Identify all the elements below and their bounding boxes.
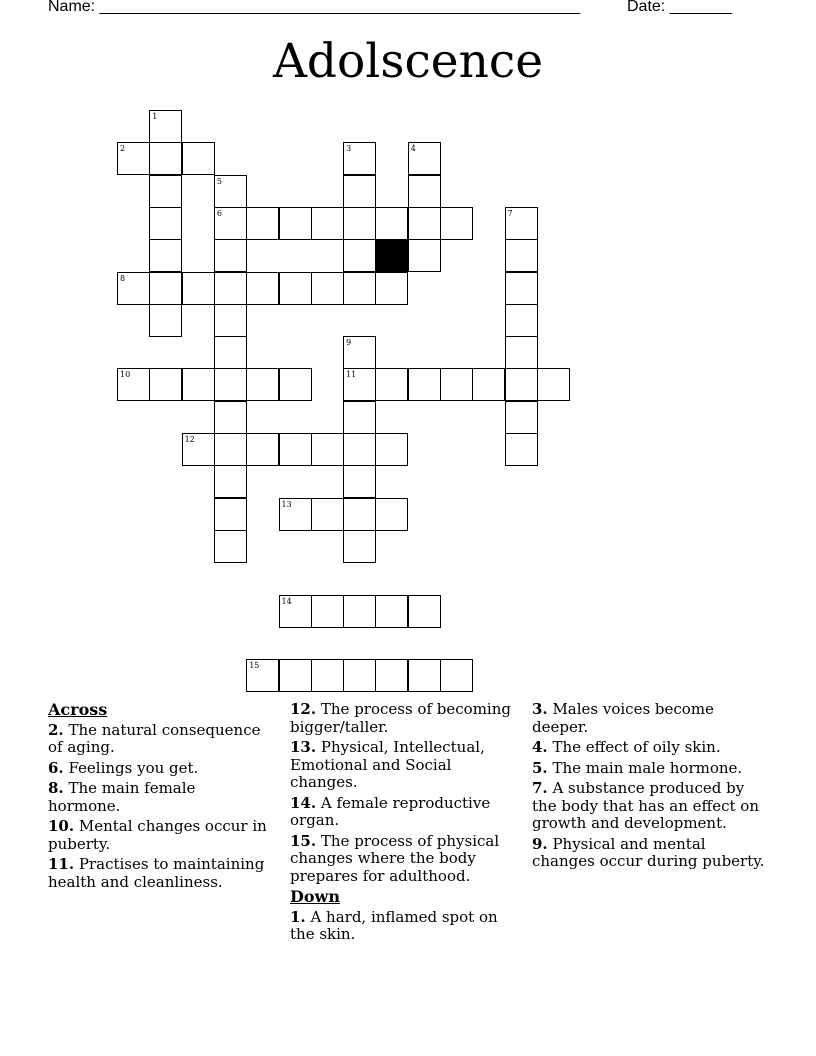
clue-item-text: A female reproductive organ.	[290, 793, 491, 829]
clue-item-number: 13.	[290, 738, 317, 756]
crossword-cell[interactable]	[279, 595, 312, 628]
crossword-cell[interactable]	[214, 498, 247, 531]
clue-number: 7	[507, 208, 513, 218]
crossword-cell[interactable]	[214, 272, 247, 305]
crossword-cell[interactable]	[472, 368, 505, 401]
crossword-block-cell	[375, 239, 408, 272]
clue-number: 12	[184, 435, 195, 444]
clue-number: 5	[216, 176, 222, 186]
crossword-cell[interactable]	[505, 239, 538, 272]
crossword-cell[interactable]	[343, 207, 376, 240]
clue-item-text: Males voices become deeper.	[532, 700, 714, 736]
date-field-label[interactable]: Date: _______	[627, 0, 732, 15]
crossword-cell[interactable]	[149, 207, 182, 240]
down-clue-list-continued	[532, 701, 772, 871]
crossword-cell[interactable]	[311, 498, 344, 531]
crossword-cell[interactable]	[214, 401, 247, 434]
crossword-cell[interactable]	[149, 175, 182, 208]
crossword-cell[interactable]	[311, 433, 344, 466]
clue-number: 6	[216, 208, 222, 218]
crossword-cell[interactable]	[375, 433, 408, 466]
clue-item	[48, 818, 268, 853]
clue-item-number: 10.	[48, 817, 75, 835]
clue-number: 1	[152, 112, 158, 121]
clue-item	[48, 760, 268, 778]
crossword-cell[interactable]	[182, 368, 215, 401]
crossword-cell[interactable]	[149, 304, 182, 337]
crossword-cell[interactable]	[279, 659, 312, 692]
clue-item	[290, 739, 515, 792]
clue-number: 8	[120, 273, 126, 283]
clue-item	[532, 760, 772, 778]
across-clue-list	[48, 722, 268, 892]
crossword-cell[interactable]	[149, 239, 182, 272]
crossword-cell[interactable]	[149, 110, 182, 143]
crossword-cell[interactable]	[440, 207, 473, 240]
clue-item-text: The process of becoming bigger/taller.	[290, 700, 511, 736]
clue-item-text: The main male hormone.	[547, 758, 743, 777]
clue-item-text: Practises to maintaining health and cleanliness.	[48, 855, 265, 891]
crossword-cell[interactable]	[375, 207, 408, 240]
crossword-cell[interactable]	[149, 368, 182, 401]
crossword-cell[interactable]	[279, 433, 312, 466]
clues-column-2	[290, 701, 515, 947]
crossword-cell[interactable]	[408, 207, 441, 240]
crossword-cell[interactable]	[149, 142, 182, 175]
crossword-cell[interactable]	[182, 433, 215, 466]
clue-item-number: 1.	[290, 907, 306, 926]
crossword-cell[interactable]	[149, 272, 182, 305]
crossword-cell[interactable]	[343, 368, 376, 401]
crossword-cell[interactable]	[343, 239, 376, 272]
clue-item-number: 3.	[532, 700, 548, 718]
crossword-cell[interactable]	[311, 595, 344, 628]
crossword-cell[interactable]	[505, 304, 538, 337]
crossword-cell[interactable]	[214, 368, 247, 401]
crossword-cell[interactable]	[182, 272, 215, 305]
crossword-cell[interactable]	[246, 207, 279, 240]
crossword-cell[interactable]	[343, 659, 376, 692]
crossword-cell[interactable]	[182, 142, 215, 175]
crossword-cell[interactable]	[343, 530, 376, 563]
clue-item-number: 9.	[532, 834, 548, 853]
clue-item-number: 4.	[532, 738, 548, 756]
clue-item-number: 15.	[290, 831, 317, 850]
crossword-cell[interactable]	[343, 336, 376, 369]
crossword-cell[interactable]	[505, 368, 538, 401]
crossword-cell[interactable]	[505, 207, 538, 240]
clue-item	[290, 909, 515, 944]
crossword-cell[interactable]	[246, 368, 279, 401]
crossword-cell[interactable]	[279, 272, 312, 305]
clue-number: 13	[281, 499, 292, 509]
clue-item-number: 2.	[48, 720, 64, 739]
crossword-cell[interactable]	[375, 368, 408, 401]
clue-item-text: Mental changes occur in puberty.	[48, 817, 267, 853]
clue-item-text: Feelings you get.	[63, 758, 199, 777]
clues-column-3	[532, 701, 772, 874]
clue-item-text: Physical, Intellectual, Emotional and Social changes.	[290, 738, 485, 791]
down-clue-list	[290, 909, 515, 944]
clue-number: 9	[346, 338, 352, 348]
clue-number: 3	[346, 144, 352, 154]
crossword-cell[interactable]	[311, 272, 344, 305]
crossword-cell[interactable]	[408, 368, 441, 401]
crossword-cell[interactable]	[505, 433, 538, 466]
clue-item	[290, 833, 515, 886]
clue-item	[48, 856, 268, 891]
crossword-cell[interactable]	[343, 175, 376, 208]
down-heading: Down	[290, 887, 340, 906]
crossword-cell[interactable]	[505, 401, 538, 434]
clue-item-text: Physical and mental changes occur during puberty.	[532, 834, 765, 870]
crossword-cell[interactable]	[375, 595, 408, 628]
clue-item	[48, 780, 268, 815]
name-field-label[interactable]: Name: ______________________________________________________	[48, 0, 581, 15]
crossword-cell[interactable]	[343, 142, 376, 175]
crossword-cell[interactable]	[214, 336, 247, 369]
crossword-cell[interactable]	[408, 595, 441, 628]
crossword-cell[interactable]	[279, 368, 312, 401]
across-heading: Across	[48, 700, 108, 719]
crossword-cell[interactable]	[408, 142, 441, 175]
crossword-cell[interactable]	[343, 272, 376, 305]
across-clue-list-continued	[290, 701, 515, 885]
crossword-cell[interactable]	[279, 207, 312, 240]
clue-item-number: 11.	[48, 855, 75, 873]
crossword-cell[interactable]	[375, 498, 408, 531]
crossword-cell[interactable]	[214, 207, 247, 240]
clue-number: 15	[249, 661, 260, 671]
crossword-cell[interactable]	[214, 239, 247, 272]
crossword-cell[interactable]	[408, 175, 441, 208]
clue-item	[532, 836, 772, 871]
clue-item	[532, 739, 772, 757]
clue-item-text: The effect of oily skin.	[547, 738, 721, 756]
clues-column-1	[48, 701, 268, 894]
clue-number: 4	[410, 144, 416, 154]
clue-item-number: 8.	[48, 779, 64, 797]
crossword-cell[interactable]	[311, 659, 344, 692]
crossword-cell[interactable]	[246, 272, 279, 305]
crossword-cell[interactable]	[214, 530, 247, 563]
clue-item-text: A substance produced by the body that has an effect on growth and development.	[532, 779, 759, 832]
clue-item-text: The process of physical changes where the body prepares for adulthood.	[290, 831, 500, 885]
crossword-cell[interactable]	[343, 498, 376, 531]
crossword-cell[interactable]	[440, 368, 473, 401]
crossword-cell[interactable]	[214, 175, 247, 208]
clue-item-number: 5.	[532, 758, 548, 777]
crossword-cell[interactable]	[343, 595, 376, 628]
crossword-cell[interactable]	[117, 272, 150, 305]
clue-item-number: 6.	[48, 758, 64, 777]
crossword-cell[interactable]	[505, 336, 538, 369]
crossword-cell[interactable]	[343, 433, 376, 466]
crossword-cell[interactable]	[343, 401, 376, 434]
crossword-cell[interactable]	[375, 659, 408, 692]
clue-item-number: 14.	[290, 793, 317, 812]
clue-item-text: The natural consequence of aging.	[48, 720, 261, 756]
clue-number: 11	[346, 370, 357, 380]
crossword-cell[interactable]	[214, 304, 247, 337]
crossword-cell[interactable]	[375, 272, 408, 305]
crossword-cell[interactable]	[246, 433, 279, 466]
crossword-cell[interactable]	[440, 659, 473, 692]
clue-item	[290, 701, 515, 736]
crossword-cell[interactable]	[408, 239, 441, 272]
crossword-cell[interactable]	[117, 142, 150, 175]
clue-item-number: 12.	[290, 700, 317, 718]
clue-item	[532, 780, 772, 833]
crossword-cell[interactable]	[246, 659, 279, 692]
crossword-cell[interactable]	[214, 433, 247, 466]
crossword-cell[interactable]	[408, 659, 441, 692]
crossword-cell[interactable]	[537, 368, 570, 401]
clue-number: 10	[120, 370, 131, 380]
clue-number: 14	[281, 596, 292, 606]
clue-item	[48, 722, 268, 757]
crossword-cell[interactable]	[311, 207, 344, 240]
clue-item-text: A hard, inflamed spot on the skin.	[290, 907, 498, 943]
crossword-cell[interactable]	[117, 368, 150, 401]
page-title: Adolscence	[272, 34, 544, 89]
crossword-cell[interactable]	[214, 465, 247, 498]
crossword-cell[interactable]	[505, 272, 538, 305]
clue-item-number: 7.	[532, 779, 548, 797]
crossword-cell[interactable]	[279, 498, 312, 531]
clue-item	[532, 701, 772, 736]
crossword-cell[interactable]	[343, 465, 376, 498]
clue-item-text: The main female hormone.	[48, 779, 196, 815]
clue-number: 2	[120, 144, 126, 154]
clue-item	[290, 795, 515, 830]
